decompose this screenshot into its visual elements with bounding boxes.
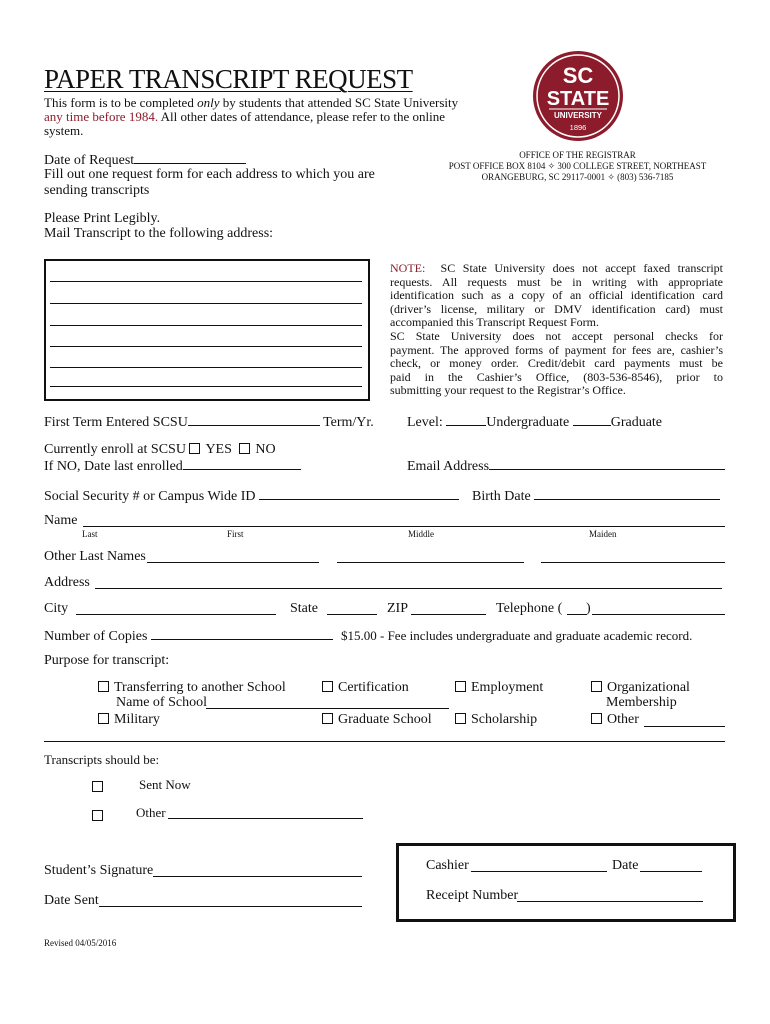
ssn-label: Social Security # or Campus Wide ID <box>44 489 256 504</box>
no-checkbox[interactable] <box>239 443 250 454</box>
membership-label: Membership <box>606 695 677 710</box>
number-of-copies-field[interactable] <box>151 627 333 640</box>
name-first-caption: First <box>227 529 244 539</box>
page-title: PAPER TRANSCRIPT REQUEST <box>44 64 413 94</box>
mail-to-label: Mail Transcript to the following address: <box>44 226 274 241</box>
address-line[interactable] <box>50 386 362 387</box>
telephone-label: Telephone ( <box>496 601 563 616</box>
date-sent-label: Date Sent <box>44 893 99 908</box>
ssn-field[interactable] <box>259 487 459 500</box>
date-last-enrolled-field[interactable] <box>183 457 301 470</box>
certification-checkbox[interactable] <box>322 681 333 692</box>
first-term-field[interactable] <box>188 413 320 426</box>
cashier-label: Cashier <box>426 858 469 873</box>
registrar-address: OFFICE OF THE REGISTRAR POST OFFICE BOX 8104 ✧ 300 COLLEGE STREET, NORTHEAST ORANGEBURG, SC 29117-0001 ✧ (803) 536-7185 <box>448 150 707 182</box>
other-purpose-field[interactable] <box>644 726 725 727</box>
date-of-request-label: Date of Request <box>44 153 135 168</box>
first-term-label: First Term Entered SCSU <box>44 415 188 430</box>
other-send-checkbox[interactable] <box>92 810 103 821</box>
zip-field[interactable] <box>411 614 486 615</box>
state-label: State <box>290 601 318 616</box>
email-label: Email Address <box>407 459 490 474</box>
graduate-school-checkbox[interactable] <box>322 713 333 724</box>
section-divider <box>44 741 725 742</box>
logo-year: 1896 <box>569 123 587 132</box>
other-send-label: Other <box>136 805 166 820</box>
employment-checkbox[interactable] <box>455 681 466 692</box>
undergraduate-label: Undergraduate <box>486 415 570 430</box>
purpose-label: Purpose for transcript: <box>44 653 170 668</box>
military-label: Military <box>114 712 160 727</box>
address-line[interactable] <box>50 303 362 304</box>
date-of-request-field[interactable] <box>134 151 246 164</box>
employment-label: Employment <box>471 680 544 695</box>
other-last-name-field[interactable] <box>337 562 524 563</box>
email-field[interactable] <box>489 457 725 470</box>
telephone-field[interactable] <box>592 614 725 615</box>
logo-state: STATE <box>546 88 610 110</box>
name-of-school-label: Name of School <box>116 695 207 710</box>
revised-date: Revised 04/05/2016 <box>44 938 117 948</box>
number-of-copies-label: Number of Copies <box>44 629 148 644</box>
mailing-address-box[interactable] <box>44 259 370 401</box>
name-maiden-caption: Maiden <box>589 529 617 539</box>
student-signature-field[interactable] <box>153 876 362 877</box>
graduate-school-label: Graduate School <box>338 712 432 727</box>
cashier-field[interactable] <box>471 871 607 872</box>
scholarship-label: Scholarship <box>471 712 538 727</box>
name-label: Name <box>44 513 78 528</box>
fee-text: $15.00 - Fee includes undergraduate and graduate academic record. <box>341 628 693 643</box>
undergraduate-field[interactable] <box>446 413 486 426</box>
telephone-close-paren: ) <box>586 601 591 616</box>
address-line[interactable] <box>50 281 362 282</box>
yes-label: YES <box>205 442 232 457</box>
birth-date-field[interactable] <box>534 487 720 500</box>
name-last-caption: Last <box>82 529 98 539</box>
other-last-name-field[interactable] <box>541 562 725 563</box>
transferring-label: Transferring to another School <box>114 680 286 695</box>
name-of-school-field[interactable] <box>206 708 449 709</box>
note-text: NOTE: SC State University does not accept faxed transcript requests. All requests must be in writing with appropriate identification such as a copy of an official identification card (driver’s license, military or DMV identification card) must accompanied this Transcript Request Form. SC State University does not accept personal checks for payment. The approved forms of payment for fees are, cashier’s check, or money order. Credit/debit card payments must be paid in the Cashier’s Office, (803-536-8546), prior to submitting your request to the Registrar’s Office. <box>390 261 724 398</box>
transferring-checkbox[interactable] <box>98 681 109 692</box>
logo-sc: SC <box>562 63 594 88</box>
cashier-box <box>396 843 736 922</box>
military-checkbox[interactable] <box>98 713 109 724</box>
receipt-number-label: Receipt Number <box>426 888 519 903</box>
logo-university: UNIVERSITY <box>553 111 603 120</box>
address-line[interactable] <box>50 325 362 326</box>
no-label: NO <box>255 442 276 457</box>
city-field[interactable] <box>76 614 276 615</box>
other-last-names-label: Other Last Names <box>44 549 146 564</box>
certification-label: Certification <box>338 680 409 695</box>
graduate-label: Graduate <box>610 415 663 430</box>
organizational-checkbox[interactable] <box>591 681 602 692</box>
receipt-number-field[interactable] <box>517 901 703 902</box>
birth-date-label: Birth Date <box>472 489 531 504</box>
yes-checkbox[interactable] <box>189 443 200 454</box>
scholarship-checkbox[interactable] <box>455 713 466 724</box>
other-send-field[interactable] <box>168 818 363 819</box>
cashier-date-label: Date <box>612 858 639 873</box>
transcripts-should-be-label: Transcripts should be: <box>44 752 160 767</box>
state-field[interactable] <box>327 614 377 615</box>
name-middle-caption: Middle <box>408 529 434 539</box>
level-label: Level: <box>407 415 443 430</box>
graduate-field[interactable] <box>573 413 611 426</box>
address-line[interactable] <box>50 346 362 347</box>
cashier-date-field[interactable] <box>640 871 702 872</box>
address-label: Address <box>44 575 90 590</box>
zip-label: ZIP <box>387 601 408 616</box>
university-logo <box>532 50 624 142</box>
organizational-label: Organizational <box>607 680 690 695</box>
sent-now-checkbox[interactable] <box>92 781 103 792</box>
intro-text: This form is to be completed only by students that attended SC State University any time before 1984. All other dates of attendance, please refer to the online system. <box>44 95 459 138</box>
fill-one-instruction: Fill out one request form for each address to which you are sending transcripts <box>44 167 375 198</box>
date-last-enrolled-label: If NO, Date last enrolled <box>44 459 183 474</box>
student-signature-label: Student’s Signature <box>44 863 154 878</box>
city-label: City <box>44 601 69 616</box>
other-last-name-field[interactable] <box>147 562 319 563</box>
currently-enroll-label: Currently enroll at SCSU <box>44 442 186 457</box>
other-purpose-label: Other <box>607 712 639 727</box>
telephone-area-code-field[interactable] <box>567 614 587 615</box>
term-yr-label: Term/Yr. <box>323 415 374 430</box>
sent-now-label: Sent Now <box>139 777 191 792</box>
print-legibly: Please Print Legibly. <box>44 211 161 226</box>
name-field[interactable] <box>83 526 725 527</box>
date-sent-field[interactable] <box>99 906 362 907</box>
address-field[interactable] <box>95 588 722 589</box>
address-line[interactable] <box>50 367 362 368</box>
other-purpose-checkbox[interactable] <box>591 713 602 724</box>
